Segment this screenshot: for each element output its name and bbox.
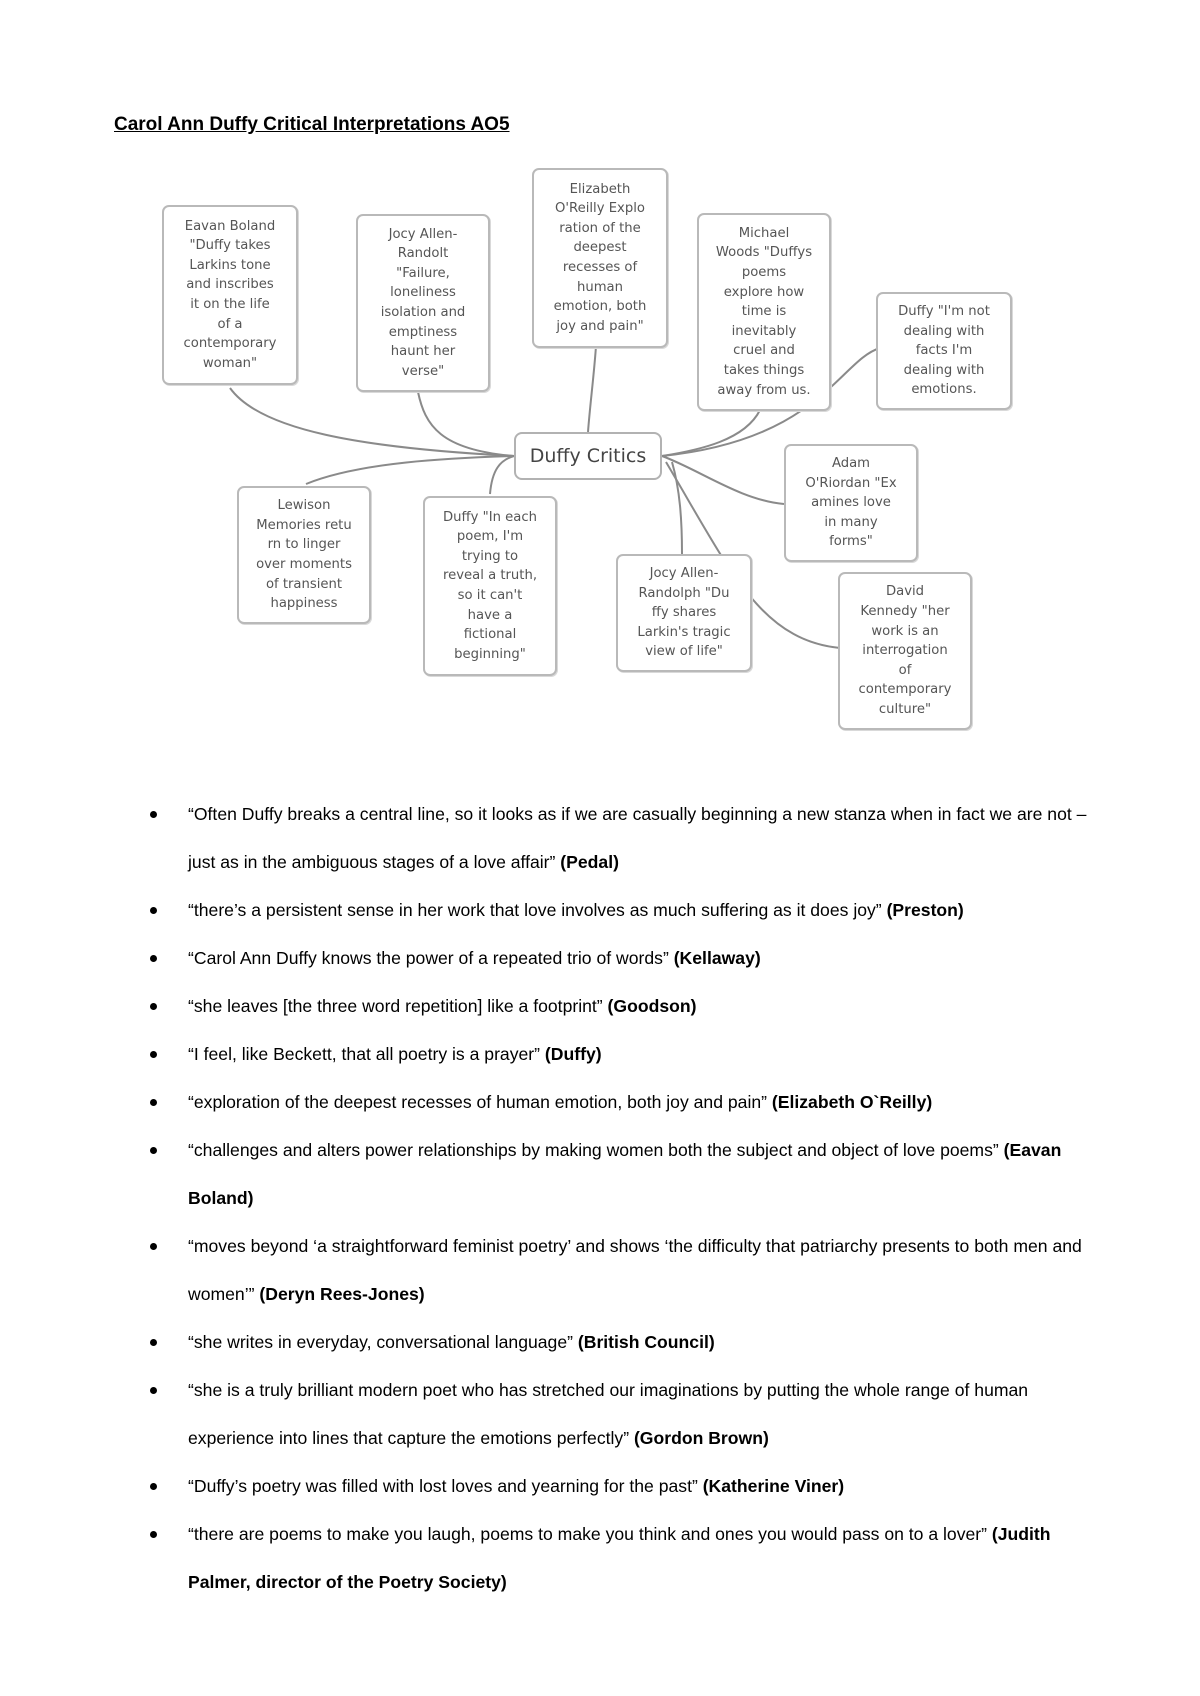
quote-attribution: (Pedal) [560, 852, 619, 872]
quote-attribution: (Gordon Brown) [633, 1428, 769, 1448]
bullet-icon [150, 907, 157, 914]
bullet-icon [150, 1051, 157, 1058]
quote-text: “there are poems to make you laugh, poems to make you think and ones you would pass on to a lover” [188, 1524, 992, 1544]
bullet-icon [150, 955, 157, 962]
bullet-icon [150, 1243, 157, 1250]
quote-text: “she leaves [the three word repetition] like a footprint” [188, 996, 608, 1016]
quotes-list [0, 790, 1200, 1606]
connector-lewison [306, 456, 514, 484]
mind-map [0, 0, 1200, 760]
quote-attribution: (Goodson) [607, 996, 697, 1016]
node-adam-oriordan: Adam O'Riordan "Ex amines love in many forms" [784, 444, 918, 562]
quote-item [0, 982, 1200, 1030]
connector-adam [662, 456, 784, 504]
bullet-icon [150, 1099, 157, 1106]
quote-attribution: (Duffy) [544, 1044, 602, 1064]
quote-attribution: (Deryn Rees-Jones) [259, 1284, 425, 1304]
quote-item [0, 1510, 1200, 1606]
quote-item [0, 1366, 1200, 1462]
quote-text: “I feel, like Beckett, that all poetry is a prayer” [188, 1044, 545, 1064]
quote-text: “there’s a persistent sense in her work that love involves as much suffering as it does joy” [188, 900, 887, 920]
quote-attribution: (Elizabeth O`Reilly) [771, 1092, 933, 1112]
quote-item [0, 1030, 1200, 1078]
connector-eavan [230, 388, 514, 456]
quote-text: “she writes in everyday, conversational language” [188, 1332, 578, 1352]
quote-item [0, 1126, 1200, 1222]
quote-item [0, 1222, 1200, 1318]
node-duffy-emotions: Duffy "I'm not dealing with facts I'm dealing with emotions. [876, 292, 1012, 410]
connector-elizabeth [588, 346, 596, 432]
quote-attribution: (British Council) [577, 1332, 715, 1352]
bullet-icon [150, 1531, 157, 1538]
quote-attribution: (Eavan Boland) [188, 1140, 1062, 1208]
connector-jocy1 [418, 392, 514, 456]
quote-text: “Carol Ann Duffy knows the power of a repeated trio of words” [188, 948, 674, 968]
connector-duffy2 [490, 456, 514, 494]
quote-text: “Often Duffy breaks a central line, so it looks as if we are casually beginning a new stanza when in fact we are not – just as in the ambiguous stages of a love affair” [188, 804, 1087, 872]
bullet-icon [150, 1147, 157, 1154]
bullet-icon [150, 1387, 157, 1394]
quote-attribution: (Judith Palmer, director of the Poetry Society) [188, 1524, 1051, 1592]
node-jocy-allen-randolph: Jocy Allen- Randolph "Du ffy shares Larkin's tragic view of life" [616, 554, 752, 672]
quote-item [0, 886, 1200, 934]
bullet-icon [150, 1483, 157, 1490]
document-title: Carol Ann Duffy Critical Interpretations AO5 [114, 114, 510, 135]
quote-text: “moves beyond ‘a straightforward feminist poetry’ and shows ‘the difficulty that patriarchy presents to both men and women’” [188, 1236, 1082, 1304]
center-node-duffy-critics: Duffy Critics [514, 432, 662, 480]
bullet-icon [150, 1339, 157, 1346]
node-duffy-truth: Duffy "In each poem, I'm trying to reveal a truth, so it can't have a fictional beginning" [423, 496, 557, 676]
quote-attribution: (Kellaway) [673, 948, 761, 968]
quote-text: “she is a truly brilliant modern poet who has stretched our imaginations by putting the whole range of human experience into lines that capture the emotions perfectly” [188, 1380, 1029, 1448]
node-lewison: Lewison Memories retu rn to linger over moments of transient happiness [237, 486, 371, 624]
node-michael-woods: Michael Woods "Duffys poems explore how time is inevitably cruel and takes things away from us. [697, 213, 831, 411]
bullet-icon [150, 811, 157, 818]
node-elizabeth-oreilly: Elizabeth O'Reilly Explo ration of the deepest recesses of human emotion, both joy and pain" [532, 168, 668, 348]
quote-item [0, 1462, 1200, 1510]
node-eavan-boland: Eavan Boland "Duffy takes Larkins tone and inscribes it on the life of a contemporary woman" [162, 205, 298, 385]
quote-item [0, 1078, 1200, 1126]
quote-item [0, 790, 1200, 886]
bullet-icon [150, 1003, 157, 1010]
quote-text: “challenges and alters power relationships by making women both the subject and object of love poems” [188, 1140, 1004, 1160]
node-david-kennedy: David Kennedy "her work is an interrogation of contemporary culture" [838, 572, 972, 730]
quote-attribution: (Katherine Viner) [702, 1476, 845, 1496]
quote-item [0, 934, 1200, 982]
quote-text: “exploration of the deepest recesses of human emotion, both joy and pain” [188, 1092, 772, 1112]
quote-attribution: (Preston) [886, 900, 964, 920]
quote-item [0, 1318, 1200, 1366]
node-jocy-allen-randolt: Jocy Allen- Randolt "Failure, loneliness isolation and emptiness haunt her verse" [356, 214, 490, 392]
quote-text: “Duffy’s poetry was filled with lost loves and yearning for the past” [188, 1476, 703, 1496]
